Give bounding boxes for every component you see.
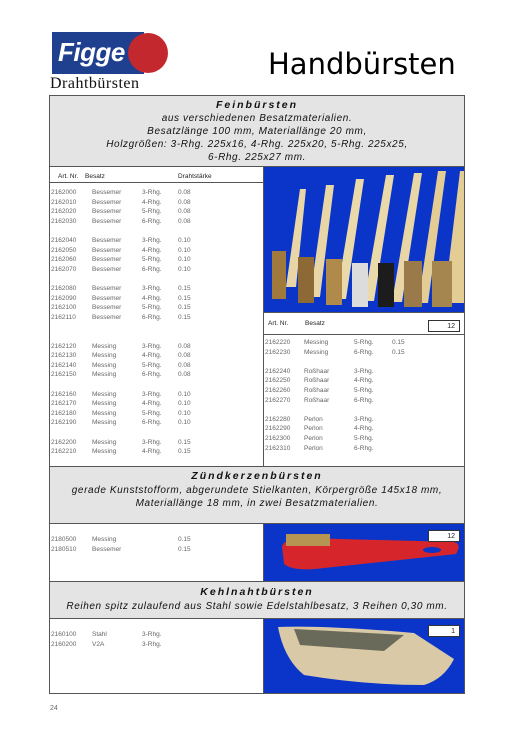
- desc-line: Holzgrößen: 3-Rhg. 225x16, 4-Rhg. 225x20, 5-Rhg. 225x25,: [106, 139, 408, 150]
- cell-reihen: 4-Rhg.: [354, 377, 374, 385]
- table-row: [50, 284, 263, 294]
- cell-art-nr: 2162260: [265, 387, 291, 394]
- kehlnaht-title: Kehlnahtbürsten: [200, 586, 314, 598]
- zuendkerzen-description: [50, 484, 464, 510]
- cell-drahtstaerke: 0.08: [178, 361, 191, 369]
- cell-art-nr: 2162080: [51, 285, 77, 292]
- cell-art-nr: 2162130: [51, 352, 77, 360]
- cell-drahtstaerke: 0.10: [178, 409, 191, 417]
- cell-drahtstaerke: 0.08: [178, 371, 191, 379]
- table-row: [50, 545, 263, 555]
- divider: [50, 182, 263, 183]
- table-row: [50, 303, 263, 313]
- cell-besatz: V2A: [92, 640, 105, 648]
- table-row: [50, 246, 263, 256]
- cell-reihen: 6-Rhg.: [142, 371, 162, 379]
- cell-reihen: 5-Rhg.: [142, 256, 162, 264]
- table-row: [50, 207, 263, 217]
- cell-reihen: 3-Rhg.: [142, 237, 162, 244]
- cell-art-nr: 2162060: [51, 256, 77, 264]
- brand-subtitle: Drahtbürsten: [50, 75, 140, 92]
- cell-reihen: 3-Rhg.: [142, 189, 162, 196]
- col-head-drahtstaerke: Drahtstärke: [178, 173, 212, 180]
- table-row: [50, 255, 263, 265]
- cell-besatz: Bessemer: [92, 285, 122, 292]
- zuendkerzen-title: Zündkerzenbürsten: [191, 470, 323, 482]
- cell-reihen: 3-Rhg.: [142, 640, 162, 648]
- table-row: [50, 390, 263, 400]
- cell-besatz: Bessemer: [92, 217, 122, 225]
- cell-art-nr: 2162220: [265, 339, 291, 346]
- cell-drahtstaerke: 0.08: [178, 208, 191, 216]
- table-row: [264, 424, 464, 434]
- pack-size-badge: 12: [428, 320, 460, 332]
- table-row: [50, 265, 263, 275]
- cell-reihen: 6-Rhg.: [354, 444, 374, 452]
- cell-art-nr: 2162230: [265, 348, 291, 356]
- cell-besatz: Messing: [92, 342, 117, 350]
- table-row: [50, 198, 263, 208]
- cell-drahtstaerke: 0.10: [178, 246, 191, 254]
- feinbuersten-title: Feinbürsten: [215, 99, 299, 111]
- cell-drahtstaerke: 0.10: [178, 400, 191, 408]
- cell-reihen: 4-Rhg.: [142, 198, 162, 206]
- row-spacer: [50, 428, 263, 438]
- cell-drahtstaerke: 0.15: [392, 339, 405, 346]
- table-row: [50, 409, 263, 419]
- cell-art-nr: 2162190: [51, 419, 77, 427]
- table-row: [50, 217, 263, 227]
- cell-reihen: 5-Rhg.: [142, 304, 162, 312]
- cell-besatz: Roßhaar: [304, 367, 330, 375]
- table-row: [50, 418, 263, 428]
- cell-reihen: 3-Rhg.: [142, 390, 162, 398]
- cell-art-nr: 2162300: [265, 435, 291, 442]
- row-spacer: [50, 322, 263, 332]
- cell-besatz: Messing: [92, 536, 117, 543]
- cell-reihen: 4-Rhg.: [142, 246, 162, 254]
- table-row: [50, 351, 263, 361]
- cell-drahtstaerke: 0.10: [178, 419, 191, 427]
- table-row: [50, 361, 263, 371]
- cell-drahtstaerke: 0.08: [178, 198, 191, 206]
- cell-drahtstaerke: 0.15: [178, 294, 191, 302]
- row-spacer: [50, 380, 263, 390]
- brushes-illustration: [264, 167, 464, 312]
- cell-art-nr: 2180500: [51, 536, 77, 543]
- cell-reihen: 5-Rhg.: [354, 387, 374, 394]
- cell-art-nr: 2162110: [51, 313, 76, 321]
- cell-art-nr: 2162160: [51, 390, 77, 398]
- col-head-art-nr-right: Art. Nr.: [268, 320, 289, 327]
- table-row: [50, 447, 263, 457]
- cell-drahtstaerke: 0.08: [178, 342, 191, 350]
- cell-besatz: Messing: [92, 419, 117, 427]
- cell-besatz: Messing: [92, 390, 117, 398]
- table-row: [50, 342, 263, 352]
- cell-art-nr: 2162180: [51, 409, 77, 417]
- table-row: [50, 535, 263, 545]
- cell-art-nr: 2162040: [51, 237, 77, 244]
- cell-besatz: Messing: [304, 348, 329, 356]
- desc-line: aus verschiedenen Besatzmaterialien.: [161, 113, 353, 124]
- cell-drahtstaerke: 0.08: [178, 217, 191, 225]
- pack-size-badge: 1: [428, 625, 460, 637]
- table-row: [264, 348, 464, 358]
- cell-art-nr: 2162290: [265, 425, 291, 433]
- cell-art-nr: 2162310: [265, 444, 291, 452]
- cell-besatz: Messing: [92, 352, 117, 360]
- cell-reihen: 6-Rhg.: [142, 265, 162, 273]
- table-row: [264, 415, 464, 425]
- page-title: Handbürsten: [268, 47, 456, 81]
- cell-drahtstaerke: 0.15: [178, 545, 191, 553]
- table-row: [50, 313, 263, 323]
- cell-art-nr: 2162140: [51, 361, 77, 369]
- cell-besatz: Bessemer: [92, 246, 122, 254]
- table-row: [50, 630, 263, 640]
- cell-drahtstaerke: 0.08: [178, 352, 191, 360]
- cell-art-nr: 2162010: [51, 198, 77, 206]
- page-number: 24: [50, 705, 58, 712]
- cell-drahtstaerke: 0.15: [178, 536, 191, 543]
- cell-art-nr: 2162170: [51, 400, 77, 408]
- table-row: [264, 367, 464, 377]
- cell-art-nr: 2162250: [265, 377, 291, 385]
- table-row: [50, 370, 263, 380]
- cell-besatz: Roßhaar: [304, 377, 330, 385]
- cell-besatz: Perlon: [304, 435, 323, 442]
- cell-reihen: 4-Rhg.: [354, 425, 374, 433]
- table-row: [50, 294, 263, 304]
- cell-art-nr: 2162240: [265, 367, 291, 375]
- cell-art-nr: 2162050: [51, 246, 77, 254]
- cell-besatz: Bessemer: [92, 265, 122, 273]
- cell-reihen: 4-Rhg.: [142, 294, 162, 302]
- divider: [264, 312, 464, 313]
- cell-drahtstaerke: 0.10: [178, 256, 191, 264]
- feinbuersten-description: [50, 112, 464, 164]
- cell-reihen: 6-Rhg.: [142, 217, 162, 225]
- table-row: [264, 376, 464, 386]
- cell-reihen: 6-Rhg.: [354, 348, 374, 356]
- cell-reihen: 3-Rhg.: [142, 438, 162, 446]
- col-head-art-nr: Art. Nr.: [58, 173, 79, 180]
- cell-art-nr: 2162120: [51, 342, 77, 350]
- cell-besatz: Bessemer: [92, 189, 122, 196]
- row-spacer: [264, 357, 464, 367]
- table-row: [264, 444, 464, 454]
- cell-reihen: 3-Rhg.: [142, 342, 162, 350]
- kehlnaht-description: [50, 600, 464, 613]
- cell-drahtstaerke: 0.10: [178, 390, 191, 398]
- cell-reihen: 6-Rhg.: [142, 313, 162, 321]
- row-spacer: [50, 226, 263, 236]
- cell-art-nr: 2160200: [51, 640, 77, 648]
- cell-reihen: 3-Rhg.: [354, 367, 374, 375]
- divider: [264, 334, 464, 335]
- cell-besatz: Bessemer: [92, 208, 122, 216]
- cell-art-nr: 2162150: [51, 371, 77, 379]
- cell-drahtstaerke: 0.08: [178, 189, 191, 196]
- cell-reihen: 5-Rhg.: [142, 409, 162, 417]
- cell-drahtstaerke: 0.15: [178, 448, 191, 456]
- cell-besatz: Messing: [92, 371, 117, 379]
- desc-line: Reihen spitz zulaufend aus Stahl sowie Edelstahlbesatz, 3 Reihen 0,30 mm.: [66, 601, 448, 612]
- feinbuersten-photo: [264, 167, 464, 312]
- table-row: [50, 236, 263, 246]
- cell-besatz: Roßhaar: [304, 387, 330, 394]
- cell-reihen: 4-Rhg.: [142, 400, 162, 408]
- logo-text: Figge: [58, 37, 125, 67]
- cell-besatz: Messing: [92, 438, 117, 446]
- cell-drahtstaerke: 0.15: [178, 313, 191, 321]
- cell-reihen: 5-Rhg.: [354, 435, 374, 442]
- cell-art-nr: 2162200: [51, 438, 77, 446]
- cell-reihen: 3-Rhg.: [142, 631, 162, 638]
- cell-reihen: 6-Rhg.: [142, 419, 162, 427]
- table-row: [50, 640, 263, 650]
- cell-besatz: Messing: [92, 448, 117, 456]
- desc-line: gerade Kunststofform, abgerundete Stielkanten, Körpergröße 145x18 mm,: [71, 485, 443, 496]
- cell-besatz: Bessemer: [92, 545, 122, 553]
- cell-art-nr: 2162070: [51, 265, 77, 273]
- desc-line: 6-Rhg. 225x27 mm.: [207, 152, 307, 163]
- cell-reihen: 4-Rhg.: [142, 448, 162, 456]
- col-head-besatz: Besatz: [85, 173, 105, 180]
- table-row: [264, 396, 464, 406]
- cell-art-nr: 2180510: [51, 545, 77, 553]
- cell-besatz: Messing: [304, 339, 329, 346]
- cell-besatz: Messing: [92, 400, 117, 408]
- cell-besatz: Perlon: [304, 425, 323, 433]
- cell-drahtstaerke: 0.10: [178, 237, 191, 244]
- table-row: [264, 338, 464, 348]
- cell-besatz: Roßhaar: [304, 396, 330, 404]
- cell-besatz: Bessemer: [92, 256, 122, 264]
- row-spacer: [264, 405, 464, 415]
- table-row: [50, 438, 263, 448]
- cell-art-nr: 2162000: [51, 189, 77, 196]
- cell-reihen: 5-Rhg.: [354, 339, 374, 346]
- desc-line: Besatzlänge 100 mm, Materiallänge 20 mm,: [147, 126, 367, 137]
- cell-art-nr: 2162030: [51, 217, 77, 225]
- cell-reihen: 5-Rhg.: [142, 361, 162, 369]
- cell-art-nr: 2162270: [265, 396, 291, 404]
- cell-drahtstaerke: 0.10: [178, 265, 191, 273]
- desc-line: Materiallänge 18 mm, in zwei Besatzmaterialien.: [135, 498, 379, 509]
- cell-besatz: Bessemer: [92, 294, 122, 302]
- cell-art-nr: 2160100: [51, 631, 77, 638]
- cell-besatz: Perlon: [304, 444, 323, 452]
- cell-art-nr: 2162210: [51, 448, 77, 456]
- cell-reihen: 3-Rhg.: [354, 415, 374, 423]
- cell-besatz: Stahl: [92, 631, 107, 638]
- cell-besatz: Bessemer: [92, 237, 122, 244]
- cell-besatz: Bessemer: [92, 313, 122, 321]
- cell-drahtstaerke: 0.15: [178, 285, 191, 292]
- cell-reihen: 6-Rhg.: [354, 396, 374, 404]
- table-row: [50, 399, 263, 409]
- cell-reihen: 5-Rhg.: [142, 208, 162, 216]
- row-spacer: [50, 274, 263, 284]
- cell-besatz: Bessemer: [92, 304, 122, 312]
- table-row: [264, 434, 464, 444]
- cell-art-nr: 2162090: [51, 294, 77, 302]
- row-spacer: [50, 332, 263, 342]
- table-row: [264, 386, 464, 396]
- cell-reihen: 4-Rhg.: [142, 352, 162, 360]
- col-head-besatz-right: Besatz: [305, 320, 325, 327]
- cell-besatz: Messing: [92, 409, 117, 417]
- cell-drahtstaerke: 0.15: [392, 348, 405, 356]
- cell-besatz: Perlon: [304, 415, 323, 423]
- table-row: [50, 188, 263, 198]
- cell-art-nr: 2162100: [51, 304, 77, 312]
- cell-art-nr: 2162020: [51, 208, 77, 216]
- pack-size-badge: 12: [428, 530, 460, 542]
- logo-circle: [128, 33, 168, 73]
- cell-drahtstaerke: 0.15: [178, 304, 191, 312]
- cell-besatz: Bessemer: [92, 198, 122, 206]
- cell-drahtstaerke: 0.15: [178, 438, 191, 446]
- cell-art-nr: 2162280: [265, 415, 291, 423]
- cell-besatz: Messing: [92, 361, 117, 369]
- cell-reihen: 3-Rhg.: [142, 285, 162, 292]
